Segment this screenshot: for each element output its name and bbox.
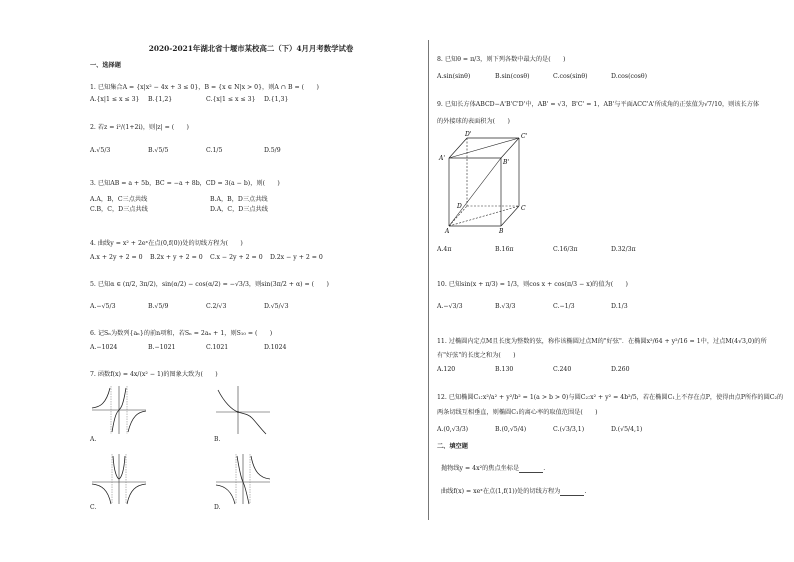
graph-b [214,384,272,436]
fill-blank-14: 曲线f(x) = xeˣ在点(1,f(1))处的切线方程为 . [441,488,587,495]
fill-blank-14-text: 曲线f(x) = xeˣ在点(1,f(1))处的切线方程为 [441,488,561,495]
cuboid-figure [437,130,537,236]
option-a: A.(0,√3/3) [437,426,469,433]
graph-d [214,452,272,506]
option-a: A.sin(sinθ) [437,73,471,80]
option-c: C.cos(sinθ) [553,73,588,80]
option-d: D.5/9 [264,147,281,154]
option-d: D.cos(cosθ) [611,73,647,80]
question-11: 11. 过椭圆内定点M且长度为整数的弦，称作该椭圆过点M的"好弦"．在椭圆x²/64 + y²/16 = 1中，过点M(4√3,0)的所 [437,338,767,345]
option-a: A.4π [437,246,452,253]
question-4: 4. 曲线y = x² + 2eˣ在点(0,f(0))处的切线方程为( ) [90,240,243,247]
option-a: A.{x|1 ≤ x ≤ 3} [90,96,140,103]
option-a: A.x + 2y + 2 = 0 [90,254,143,261]
answer-blank[interactable] [519,466,543,473]
question-9: 9. 已知长方体ABCD−A'B'C'D'中，AB' = √3，B'C' = 1，AB'与平面ACC'A'所成角的正弦值为√7/10，则该长方体 [437,101,760,108]
option-d: D.1024 [264,344,287,351]
question-11-line2: 有"好弦"的长度之和为( ) [437,352,516,359]
option-b: B.16π [495,246,514,253]
option-b: B.{1,2} [148,96,173,103]
option-b: B.A，B，D三点共线 [210,196,268,203]
vertex-a1: A' [439,155,445,162]
option-b: B.(0,√5/4) [495,426,527,433]
option-d: D.2x − y + 2 = 0 [270,254,323,261]
graph-a-label: A. [90,436,97,443]
question-10-options [437,303,669,311]
option-b: B.√5/9 [148,303,169,310]
question-3: 3. 已知AB = a + 5b，BC = −a + 8b，CD = 3(a − b)，则( ) [90,180,280,187]
option-d: D.260 [611,366,630,373]
option-a: A.√5/3 [90,147,111,154]
vertex-b1: B' [503,159,510,166]
option-c: C.2/√3 [206,303,227,310]
graph-a [90,384,148,436]
option-a: A.−√3/3 [437,303,463,310]
option-b: B.sin(cosθ) [495,73,530,80]
option-b: B.−1021 [148,344,176,351]
option-c: C.{x|1 ≤ x ≤ 3} [206,96,256,103]
question-6: 6. 记Sₙ为数列{aₙ}的前n项和，若Sₙ = 2aₙ + 1，则S₁₀ = ( ) [90,330,273,337]
option-c: C.(√3/3,1) [553,426,585,433]
graph-d-label: D. [214,504,221,511]
option-b: B.√3/3 [495,303,516,310]
option-a: A.A，B，C三点共线 [90,196,148,203]
question-12-options [437,426,669,434]
page-title: 2020-2021年湖北省十堰市某校高二（下）4月月考数学试卷 [148,44,354,53]
option-c: C.16/3π [553,246,578,253]
option-a: A.120 [437,366,456,373]
question-7: 7. 函数f(x) = 4x/(x² − 1)的图象大致为( ) [90,371,218,378]
option-a: A.−√5/3 [90,303,116,310]
column-divider [428,40,429,520]
graph-c-label: C. [90,504,97,511]
question-1-options [90,96,322,104]
question-5-options [90,303,322,311]
option-d: D.A，C，D三点共线 [210,206,268,213]
option-a: A.−1024 [90,344,118,351]
option-d: D.32/3π [611,246,636,253]
question-10: 10. 已知sin(x + π/3) = 1/3，则cos x + cos(π/3 − x)的值为( ) [437,281,628,288]
option-d: D.1/3 [611,303,628,310]
question-12-line2: 两条切线互相垂直，则椭圆C₁的离心率的取值范围是( ) [437,409,598,416]
question-1: 1. 已知集合A = {x|x² − 4x + 3 ≤ 0}，B = {x ∈ N|x > 0}，则A ∩ B = ( ) [90,84,319,91]
option-c: C.1/5 [206,147,223,154]
fill-blank-13-text: 抛物线y = 4x²的焦点坐标是 [441,465,520,472]
fill-blank-13: 抛物线y = 4x²的焦点坐标是 . [441,465,546,472]
section-fill-heading: 二、填空题 [437,443,468,450]
question-3-options-row1 [90,196,330,204]
answer-blank[interactable] [560,489,584,496]
option-c: C.1021 [206,344,229,351]
question-11-options [437,366,669,374]
option-b: B.2x + y + 2 = 0 [150,254,203,261]
option-d: D.√5/√3 [264,303,289,310]
option-c: C.240 [553,366,572,373]
section-choice-heading: 一、选择题 [90,62,121,69]
question-2-options [90,147,322,155]
option-c: C.B，C，D三点共线 [90,206,148,213]
option-b: B.130 [495,366,514,373]
graph-b-label: B. [214,436,221,443]
option-c: C.x − 2y + 2 = 0 [210,254,263,261]
question-5: 5. 已知α ∈ (π/2, 3π/2)，sin(α/2) − cos(α/2) = −√3/3，则sin(3π/2 + α) = ( ) [90,281,329,288]
graph-c [90,452,148,506]
vertex-a: A [445,228,450,235]
option-b: B.√5/5 [148,147,169,154]
vertex-c: C [521,205,526,212]
question-4-options [90,254,330,262]
question-2: 2. 若z = i²/(1+2i)，则|z| = ( ) [90,124,189,131]
question-8: 8. 已知θ = π/3，则下列各数中最大的是( ) [437,56,566,63]
question-9-line2: 的外接球的表面积为( ) [437,118,510,125]
option-d: D.(√5/4,1) [611,426,643,433]
question-3-options-row2 [90,206,330,214]
question-12: 12. 已知椭圆C₁:x²/a² + y²/b² = 1(a > b > 0)与圆C₂:x² + y² = 4b²/5，若在椭圆C₁上不存在点P，使得由点P所作的圆C₂的 [437,394,784,401]
vertex-d: D [457,203,462,210]
question-6-options [90,344,322,352]
vertex-d1: D' [465,131,472,138]
question-9-options [437,246,669,254]
vertex-c1: C' [521,133,528,140]
question-8-options [437,73,669,81]
vertex-b: B [499,228,504,235]
option-c: C.−1/3 [553,303,575,310]
option-d: D.{1,3} [264,96,289,103]
